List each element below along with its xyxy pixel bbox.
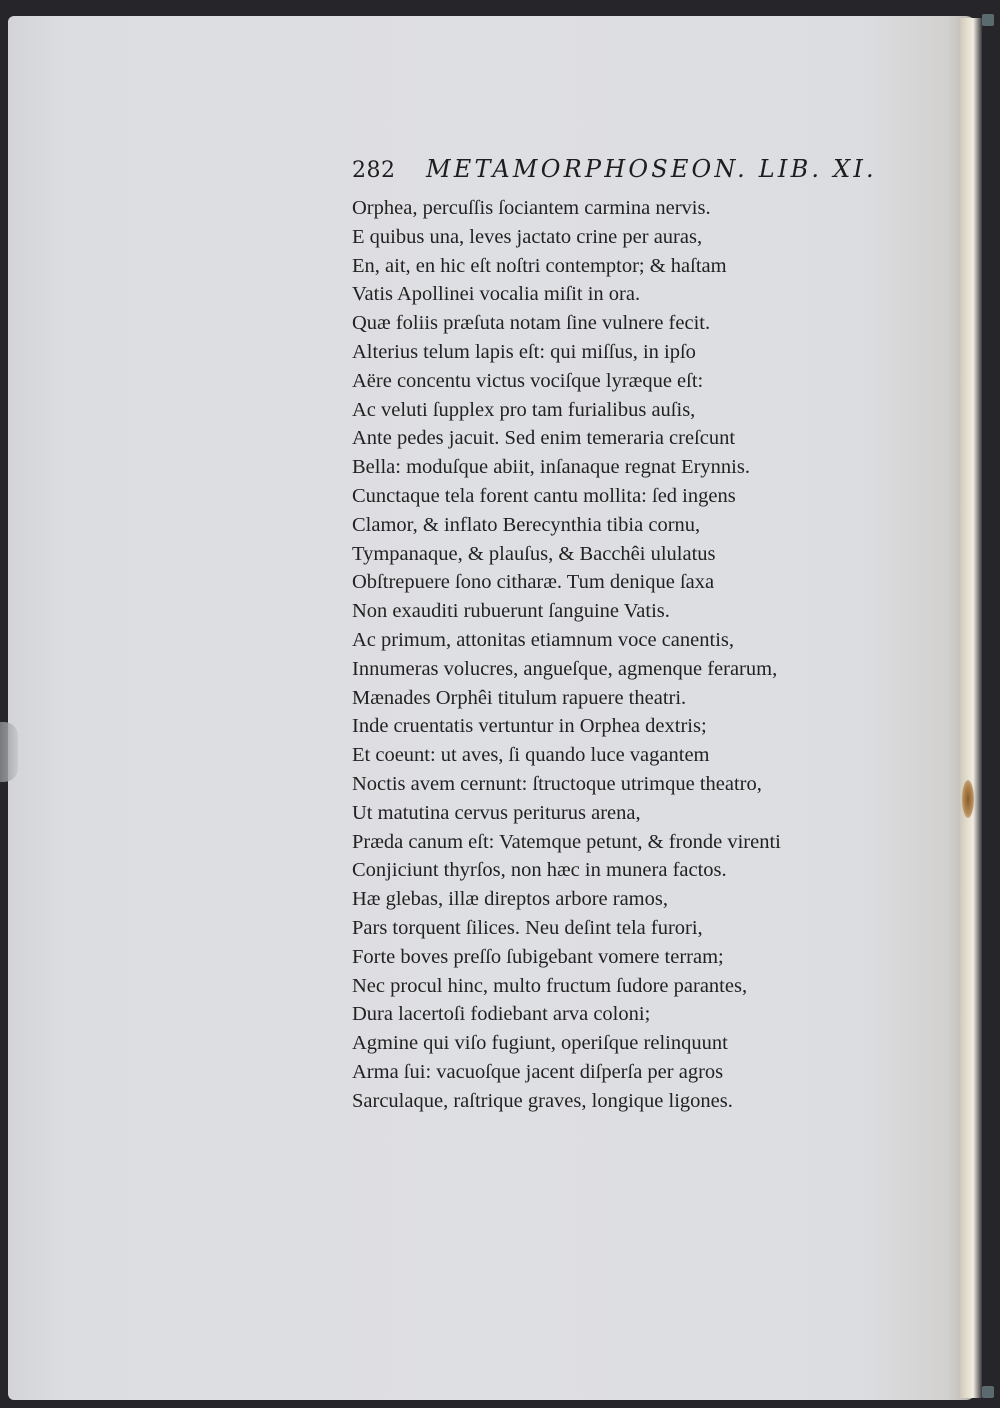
verse-line: Alterius telum lapis eſt: qui miſſus, in ipſo [352, 340, 696, 363]
page-number: 282 [352, 158, 396, 183]
verse-line: Ac veluti ſupplex pro tam furialibus auſis, [352, 398, 696, 421]
verse-line: Et coeunt: ut aves, ſi quando luce vagantem [352, 744, 710, 767]
verse-line: Noctis avem cernunt: ſtructoque utrimque theatro, [352, 772, 762, 795]
verse-line: Clamor, & inflato Berecynthia tibia cornu, [352, 513, 701, 536]
corner-tab-top [982, 14, 994, 26]
verse-line: Sarculaque, raſtrique graves, longique ligones. [352, 1089, 733, 1112]
verse-line: Arma ſui: vacuoſque jacent diſperſa per agros [352, 1060, 724, 1083]
verse-line: Obſtrepuere ſono citharæ. Tum denique ſaxa [352, 571, 715, 594]
verse-line: Dura lacertoſi fodiebant arva coloni; [352, 1003, 651, 1026]
running-title: METAMORPHOSEON. LIB. XI. [426, 155, 877, 183]
verse-line: Forte boves preſſo ſubigebant vomere terram; [352, 945, 724, 968]
verse-line: Mænades Orphêi titulum rapuere theatri. [352, 686, 687, 709]
verse-line: Vatis Apollinei vocalia miſit in ora. [352, 283, 641, 306]
page-fore-edge [960, 18, 982, 1398]
verse-line: Quæ foliis præſuta notam ſine vulnere fecit. [352, 312, 711, 335]
verse-line: Agmine qui viſo fugiunt, operiſque relinquunt [352, 1032, 728, 1055]
verse-line: Ante pedes jacuit. Sed enim temeraria creſcunt [352, 427, 736, 450]
verse-line: Cunctaque tela forent cantu mollita: ſed ingens [352, 484, 736, 507]
verse-line: Bella: moduſque abiit, inſanaque regnat Erynnis. [352, 456, 750, 479]
verse-line: Hæ glebas, illæ direptos arbore ramos, [352, 888, 668, 911]
paper-stain [962, 780, 974, 818]
verse-line: Pars torquent ſilices. Neu deſint tela furori, [352, 916, 703, 939]
verse-line: Orphea, percuſſis ſociantem carmina nervis. [352, 197, 711, 219]
verse-line: Nec procul hinc, multo fructum ſudore parantes, [352, 974, 748, 997]
verse-line: Inde cruentatis vertuntur in Orphea dextris; [352, 715, 707, 738]
verse-line: Præda canum eſt: Vatemque petunt, & fronde virenti [352, 830, 781, 853]
verse-line: Conjiciunt thyrſos, non hæc in munera factos. [352, 859, 727, 882]
page-header [352, 155, 877, 183]
verse-line: Innumeras volucres, angueſque, agmenque ferarum, [352, 657, 778, 680]
verse-line: Non exauditi rubuerunt ſanguine Vatis. [352, 600, 670, 623]
verse-line: Ac primum, attonitas etiamnum voce canentis, [352, 628, 734, 651]
binding-clip [0, 722, 18, 782]
verse-line: En, ait, en hic eſt noſtri contemptor; & haſtam [352, 254, 727, 277]
verse-line: Ut matutina cervus periturus arena, [352, 801, 641, 824]
verse-line: E quibus una, leves jactato crine per auras, [352, 225, 703, 248]
verse-line: Aëre concentu victus vociſque lyræque eſt: [352, 369, 704, 392]
verse-line: Tympanaque, & plauſus, & Bacchêi ululatus [352, 542, 716, 565]
corner-tab-bottom [982, 1386, 994, 1398]
verse-list [352, 194, 781, 1116]
